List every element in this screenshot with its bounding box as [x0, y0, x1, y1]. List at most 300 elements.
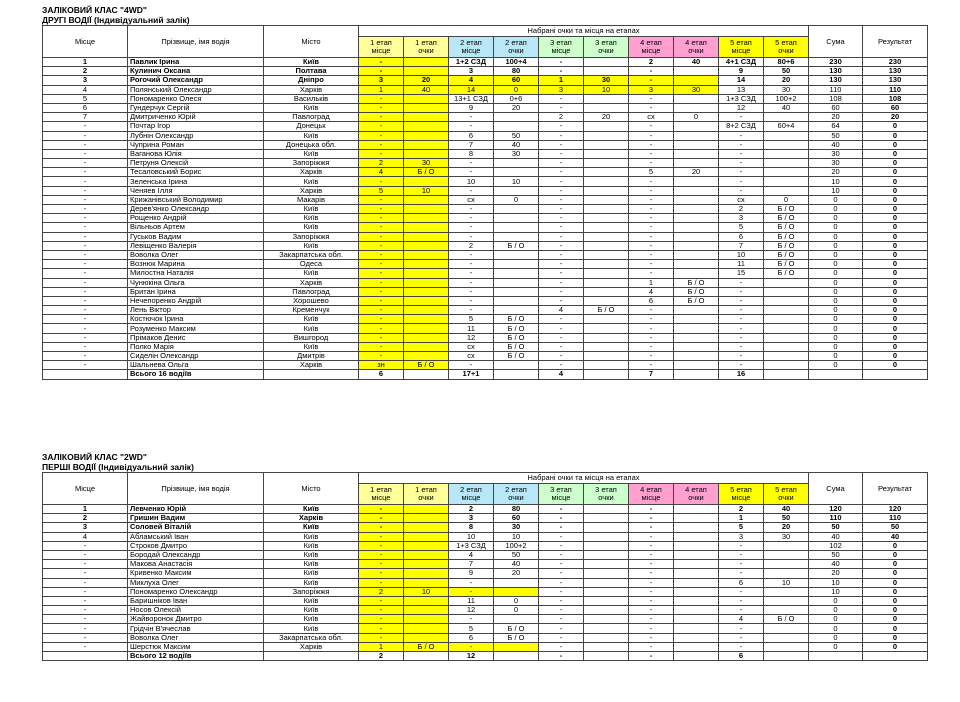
- cell: 5: [359, 186, 404, 195]
- cell: -: [539, 505, 584, 514]
- cell: -: [359, 606, 404, 615]
- cell: Б / О: [764, 223, 809, 232]
- cell: -: [359, 505, 404, 514]
- cell: 2: [359, 587, 404, 596]
- cell: Б / О: [674, 278, 719, 287]
- cell: Британ Ірина: [128, 287, 264, 296]
- total-cell: [584, 652, 629, 661]
- cell: [584, 560, 629, 569]
- cell: [764, 560, 809, 569]
- cell: -: [359, 214, 404, 223]
- stage-label: 5 етап: [730, 38, 752, 47]
- cell: 6: [449, 131, 494, 140]
- table-row: [43, 232, 928, 241]
- cell: 40: [809, 532, 863, 541]
- stage-header: [674, 37, 719, 58]
- cell: 0: [863, 131, 928, 140]
- cell: 0: [809, 260, 863, 269]
- cell: Київ: [264, 505, 359, 514]
- cell: -: [43, 214, 128, 223]
- cell: [584, 523, 629, 532]
- cell: 0: [494, 85, 539, 94]
- cell: -: [539, 159, 584, 168]
- table-row: [43, 76, 928, 85]
- cell: Почтар Ігор: [128, 122, 264, 131]
- cell: [404, 615, 449, 624]
- cell: Костючок Ірина: [128, 315, 264, 324]
- cell: -: [359, 250, 404, 259]
- results-table: [42, 472, 928, 661]
- cell: Павлоград: [264, 287, 359, 296]
- cell: [404, 67, 449, 76]
- cell: 50: [494, 131, 539, 140]
- cell: [764, 306, 809, 315]
- cell: -: [539, 523, 584, 532]
- cell: 40: [809, 560, 863, 569]
- cell: 2: [629, 58, 674, 67]
- cell: 0: [863, 642, 928, 651]
- cell: -: [43, 278, 128, 287]
- cell: -: [43, 260, 128, 269]
- cell: 0: [863, 149, 928, 158]
- cell: [584, 615, 629, 624]
- cell: -: [449, 186, 494, 195]
- cell: 7: [449, 560, 494, 569]
- cell: сх: [719, 195, 764, 204]
- cell: Вільньов Артем: [128, 223, 264, 232]
- cell: -: [539, 94, 584, 103]
- stage-header: [404, 37, 449, 58]
- cell: -: [629, 186, 674, 195]
- cell: -: [43, 606, 128, 615]
- cell: 8+2 СЗД: [719, 122, 764, 131]
- cell: Харків: [264, 278, 359, 287]
- cell: -: [539, 232, 584, 241]
- cell: -: [539, 186, 584, 195]
- cell: 0: [809, 269, 863, 278]
- cell: 0: [809, 633, 863, 642]
- cell: [809, 652, 863, 661]
- cell: Київ: [264, 177, 359, 186]
- cell: Б / О: [404, 642, 449, 651]
- cell: [404, 315, 449, 324]
- cell: 8: [449, 523, 494, 532]
- table-row: [43, 149, 928, 158]
- cell: Макарів: [264, 195, 359, 204]
- table-row: [43, 523, 928, 532]
- cell: [404, 103, 449, 112]
- cell: 0: [863, 352, 928, 361]
- cell: 0: [809, 606, 863, 615]
- cell: Київ: [264, 241, 359, 250]
- table-row: [43, 140, 928, 149]
- cell: [674, 195, 719, 204]
- cell: Закарпатська обл.: [264, 633, 359, 642]
- cell: -: [449, 122, 494, 131]
- cell: [674, 94, 719, 103]
- cell: 50: [764, 514, 809, 523]
- cell: [404, 232, 449, 241]
- cell: 60+4: [764, 122, 809, 131]
- cell: Київ: [264, 550, 359, 559]
- cell: [674, 269, 719, 278]
- cell: -: [539, 361, 584, 370]
- cell: -: [539, 569, 584, 578]
- cell: 4: [449, 550, 494, 559]
- cell: [404, 113, 449, 122]
- cell: [404, 131, 449, 140]
- cell: -: [359, 260, 404, 269]
- stage-sublabel: місце: [551, 493, 571, 502]
- cell: 5: [719, 523, 764, 532]
- cell: 9: [449, 103, 494, 112]
- stage-header: [359, 484, 404, 505]
- cell: 0: [494, 606, 539, 615]
- total-cell: 6: [359, 370, 404, 379]
- cell: -: [719, 560, 764, 569]
- stage-header: [404, 484, 449, 505]
- cell: -: [43, 541, 128, 550]
- cell: -: [629, 550, 674, 559]
- total-cell: [404, 652, 449, 661]
- stage-sublabel: очки: [508, 46, 524, 55]
- cell: -: [539, 550, 584, 559]
- cell: 100+2: [494, 541, 539, 550]
- cell: [494, 223, 539, 232]
- cell: Київ: [264, 606, 359, 615]
- cell: -: [719, 333, 764, 342]
- cell: Б / О: [764, 615, 809, 624]
- cell: -: [43, 223, 128, 232]
- cell: -: [359, 615, 404, 624]
- cell: Макова Анастасія: [128, 560, 264, 569]
- cell: -: [43, 122, 128, 131]
- cell: Ченяев Ілля: [128, 186, 264, 195]
- cell: [764, 140, 809, 149]
- cell: 120: [863, 505, 928, 514]
- cell: [764, 624, 809, 633]
- cell: -: [629, 67, 674, 76]
- cell: [494, 287, 539, 296]
- cell: Левченко Юрій: [128, 505, 264, 514]
- cell: -: [359, 278, 404, 287]
- cell: -: [449, 615, 494, 624]
- cell: [584, 214, 629, 223]
- cell: 130: [809, 76, 863, 85]
- cell: 0: [809, 287, 863, 296]
- total-cell: [404, 370, 449, 379]
- cell: -: [719, 569, 764, 578]
- cell: [674, 550, 719, 559]
- cell: [584, 195, 629, 204]
- cell: -: [629, 94, 674, 103]
- cell: Ваганова Юлія: [128, 149, 264, 158]
- cell: [584, 324, 629, 333]
- cell: 0: [863, 168, 928, 177]
- cell: [674, 241, 719, 250]
- cell: [764, 541, 809, 550]
- cell: [584, 232, 629, 241]
- cell: Київ: [264, 569, 359, 578]
- cell: -: [359, 103, 404, 112]
- cell: Київ: [264, 131, 359, 140]
- cell: 0: [863, 361, 928, 370]
- cell: 4+1 СЗД: [719, 58, 764, 67]
- table-row: [43, 269, 928, 278]
- table-row: [43, 505, 928, 514]
- cell: -: [629, 76, 674, 85]
- cell: -: [539, 223, 584, 232]
- cell: 0: [809, 624, 863, 633]
- cell: 20: [863, 113, 928, 122]
- cell: Б / О: [494, 342, 539, 351]
- cell: Рощенко Андрій: [128, 214, 264, 223]
- cell: [584, 606, 629, 615]
- cell: 0: [863, 122, 928, 131]
- cell: -: [629, 587, 674, 596]
- cell: [584, 168, 629, 177]
- cell: -: [43, 250, 128, 259]
- cell: 20: [494, 569, 539, 578]
- cell: [674, 523, 719, 532]
- cell: -: [449, 306, 494, 315]
- stage-label: 2 етап: [505, 485, 527, 494]
- cell: -: [43, 159, 128, 168]
- stage-sublabel: очки: [778, 46, 794, 55]
- cell: [764, 596, 809, 605]
- cell: [674, 306, 719, 315]
- cell: -: [359, 140, 404, 149]
- cell: [764, 113, 809, 122]
- cell: 0: [863, 550, 928, 559]
- cell: -: [629, 269, 674, 278]
- cell: -: [629, 177, 674, 186]
- cell: Пономаренко Олександр: [128, 587, 264, 596]
- cell: -: [359, 67, 404, 76]
- cell: 4: [43, 85, 128, 94]
- cell: 0: [809, 596, 863, 605]
- cell: 0: [809, 205, 863, 214]
- cell: [764, 333, 809, 342]
- cell: -: [629, 352, 674, 361]
- cell: -: [43, 642, 128, 651]
- cell: -: [359, 514, 404, 523]
- cell: [764, 550, 809, 559]
- cell: Б / О: [764, 232, 809, 241]
- stage-header: [764, 37, 809, 58]
- cell: [764, 352, 809, 361]
- cell: -: [629, 569, 674, 578]
- cell: Кулинич Оксана: [128, 67, 264, 76]
- cell: 100+4: [494, 58, 539, 67]
- cell: Київ: [264, 324, 359, 333]
- stage-sublabel: місце: [731, 493, 751, 502]
- cell: 1: [43, 505, 128, 514]
- cell: -: [539, 260, 584, 269]
- cell: 5: [43, 94, 128, 103]
- cell: 230: [863, 58, 928, 67]
- cell: -: [719, 306, 764, 315]
- cell: -: [629, 523, 674, 532]
- cell: 20: [404, 76, 449, 85]
- cell: 0: [809, 250, 863, 259]
- cell: 80: [494, 505, 539, 514]
- cell: -: [629, 149, 674, 158]
- cell: -: [43, 241, 128, 250]
- cell: [404, 140, 449, 149]
- cell: [404, 58, 449, 67]
- cell: 0+6: [494, 94, 539, 103]
- cell: -: [539, 596, 584, 605]
- cell: 20: [764, 523, 809, 532]
- stage-label: 1 етап: [415, 38, 437, 47]
- cell: [404, 260, 449, 269]
- stage-header: [494, 484, 539, 505]
- cell: 4: [629, 287, 674, 296]
- cell: -: [719, 131, 764, 140]
- cell: 10: [494, 532, 539, 541]
- cell: -: [629, 250, 674, 259]
- cell: Шальнева Ольга: [128, 361, 264, 370]
- cell: -: [629, 560, 674, 569]
- cell: 0: [809, 333, 863, 342]
- cell: [674, 76, 719, 85]
- stage-sublabel: очки: [508, 493, 524, 502]
- cell: сх: [449, 352, 494, 361]
- cell: 30: [809, 159, 863, 168]
- cell: -: [539, 177, 584, 186]
- cell: -: [539, 58, 584, 67]
- cell: -: [43, 168, 128, 177]
- cell: [264, 370, 359, 379]
- cell: 102: [809, 541, 863, 550]
- cell: Київ: [264, 103, 359, 112]
- table-row: [43, 560, 928, 569]
- cell: -: [539, 140, 584, 149]
- cell: 130: [863, 67, 928, 76]
- cell: 1: [719, 514, 764, 523]
- cell: -: [629, 642, 674, 651]
- cell: 30: [494, 523, 539, 532]
- stage-label: 4 етап: [685, 38, 707, 47]
- cell: [584, 532, 629, 541]
- cell: 2: [449, 241, 494, 250]
- cell: 1: [359, 642, 404, 651]
- cell: [863, 652, 928, 661]
- cell: 9: [449, 569, 494, 578]
- cell: 0: [863, 177, 928, 186]
- cell: [494, 296, 539, 305]
- stage-header: [629, 37, 674, 58]
- cell: 0: [863, 195, 928, 204]
- cell: -: [719, 624, 764, 633]
- cell: 60: [809, 103, 863, 112]
- cell: -: [43, 195, 128, 204]
- cell: [674, 177, 719, 186]
- cell: [584, 140, 629, 149]
- cell: 7: [449, 140, 494, 149]
- cell: [404, 214, 449, 223]
- cell: 10: [809, 177, 863, 186]
- cell: 3: [629, 85, 674, 94]
- cell: 0: [863, 587, 928, 596]
- cell: [674, 587, 719, 596]
- cell: -: [629, 159, 674, 168]
- col-name: Прізвище, імя водія: [128, 473, 264, 505]
- stage-label: 1 етап: [370, 38, 392, 47]
- cell: 2: [43, 67, 128, 76]
- cell: -: [629, 205, 674, 214]
- cell: 0: [863, 260, 928, 269]
- cell: 6: [43, 103, 128, 112]
- table-row: [43, 342, 928, 351]
- total-label: Всього 12 водіїв: [128, 652, 264, 661]
- cell: [494, 642, 539, 651]
- cell: Донецьк: [264, 122, 359, 131]
- cell: -: [629, 232, 674, 241]
- cell: [674, 149, 719, 158]
- cell: -: [43, 177, 128, 186]
- cell: 30: [494, 149, 539, 158]
- cell: 10: [809, 186, 863, 195]
- table-row: [43, 177, 928, 186]
- cell: [494, 260, 539, 269]
- cell: -: [539, 131, 584, 140]
- cell: Милостна Наталія: [128, 269, 264, 278]
- cell: 6: [629, 296, 674, 305]
- total-cell: [674, 370, 719, 379]
- stage-sublabel: місце: [461, 46, 481, 55]
- cell: -: [449, 260, 494, 269]
- cell: [584, 122, 629, 131]
- cell: [494, 306, 539, 315]
- results-table: [42, 25, 928, 380]
- cell: 0: [863, 241, 928, 250]
- cell: 0: [863, 306, 928, 315]
- cell: 1: [539, 76, 584, 85]
- cell: [404, 578, 449, 587]
- cell: 3: [449, 514, 494, 523]
- cell: сх: [449, 195, 494, 204]
- total-cell: 7: [629, 370, 674, 379]
- cell: [674, 596, 719, 605]
- cell: 40: [494, 140, 539, 149]
- cell: Київ: [264, 541, 359, 550]
- cell: 0: [863, 569, 928, 578]
- cell: Дерев'янко Олександр: [128, 205, 264, 214]
- cell: 11: [719, 260, 764, 269]
- cell: -: [449, 587, 494, 596]
- cell: Бородай Олександр: [128, 550, 264, 559]
- cell: [404, 523, 449, 532]
- table-row: [43, 333, 928, 342]
- table-row: [43, 58, 928, 67]
- cell: -: [359, 241, 404, 250]
- cell: Київ: [264, 149, 359, 158]
- cell: -: [449, 278, 494, 287]
- cell: -: [539, 103, 584, 112]
- table-row: [43, 103, 928, 112]
- cell: -: [719, 361, 764, 370]
- cell: -: [719, 278, 764, 287]
- stage-sublabel: очки: [418, 493, 434, 502]
- col-sum: Сума: [809, 26, 863, 58]
- cell: [584, 205, 629, 214]
- cell: -: [719, 149, 764, 158]
- cell: 40: [494, 560, 539, 569]
- total-cell: -: [539, 652, 584, 661]
- cell: 0: [863, 606, 928, 615]
